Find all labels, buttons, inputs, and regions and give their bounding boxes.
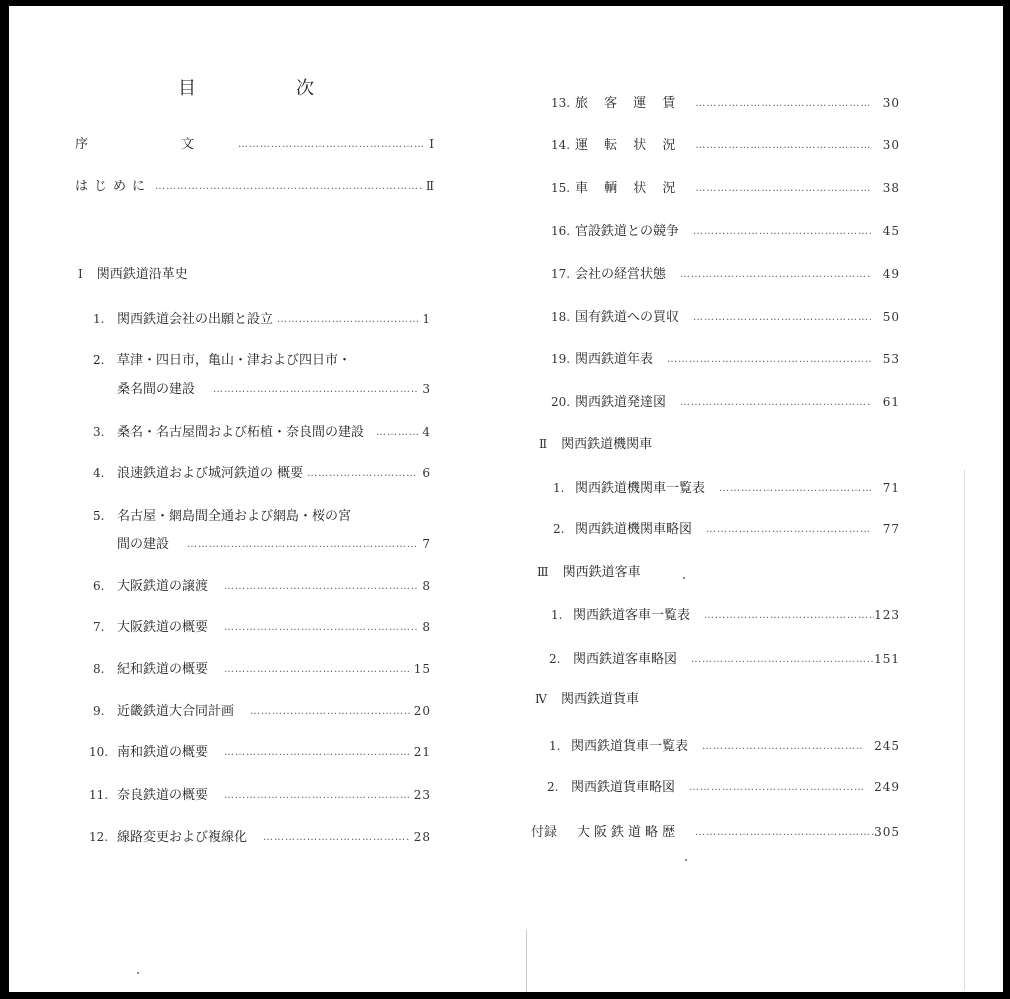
toc-entry-appendix[interactable]: 付録 大阪鉄道略歴 …………………………………………………………………………………………………………………………… 305 [531,822,900,842]
toc-entry[interactable]: 3. 桑名・名古屋間および柘植・奈良間の建設 …………………………………………………………………………………………………………………………… 4 [93,422,431,442]
toc-entry[interactable]: 10. 南和鉄道の概要 …………………………………………………………………………………………………………………………… 21 [89,742,431,762]
toc-entry[interactable]: 1. 関西鉄道機関車一覧表 …………………………………………………………………………………………………………………………… 71 [553,478,900,498]
scan-speck [137,972,139,974]
toc-entry[interactable]: 1. 関西鉄道会社の出願と設立 …………………………………………………………………………………………………………………………… 1 [93,309,431,329]
toc-entry[interactable]: 2. 関西鉄道機関車略図 …………………………………………………………………………………………………………………………… 77 [553,519,900,539]
toc-entry-line2[interactable]: 間の建設 …………………………………………………………………………………………………………………………… 7 [117,534,431,554]
gutter-line [526,930,527,992]
page-edge-line [964,470,965,990]
scan-border-top [0,0,1010,6]
toc-entry[interactable]: 7. 大阪鉄道の概要 …………………………………………………………………………………………………………………………… 8 [93,617,431,637]
toc-entry-line1[interactable]: 2. 草津・四日市，亀山・津および四日市・ [93,353,352,368]
toc-entry[interactable]: 9. 近畿鉄道大合同計画 …………………………………………………………………………………………………………………………… 20 [93,701,431,721]
toc-entry[interactable]: 1. 関西鉄道貨車一覧表 …………………………………………………………………………………………………………………………… 245 [549,736,900,756]
toc-entry[interactable]: 14. 運 転 状 況 …………………………………………………………………………………………………………………………… 30 [551,135,900,155]
scan-border-bottom [0,992,1010,999]
toc-entry[interactable]: 6. 大阪鉄道の譲渡 …………………………………………………………………………………………………………………………… 8 [93,576,431,596]
scan-border-right [1003,0,1010,999]
toc-entry[interactable]: 18. 国有鉄道への買収 …………………………………………………………………………………………………………………………… 50 [551,307,900,327]
section-heading-4[interactable]: Ⅳ 関西鉄道貨車 [535,692,640,707]
toc-entry[interactable]: 2. 関西鉄道客車略図 …………………………………………………………………………………………………………………………… 151 [549,649,900,669]
toc-entry-line2[interactable]: 桑名間の建設 …………………………………………………………………………………………………………………………… 3 [117,379,431,399]
toc-entry[interactable]: 11. 奈良鉄道の概要 …………………………………………………………………………………………………………………………… 23 [89,785,431,805]
toc-entry[interactable]: 16. 官設鉄道との競争 …………………………………………………………………………………………………………………………… 45 [551,221,900,241]
toc-entry[interactable]: 20. 関西鉄道発達図 …………………………………………………………………………………………………………………………… 61 [551,392,900,412]
scan-border-left [0,0,9,999]
toc-entry[interactable]: 19. 関西鉄道年表 …………………………………………………………………………………………………………………………… 53 [551,349,900,369]
toc-title-char-1: 目 [178,78,196,99]
scan-speck [683,577,685,579]
toc-entry[interactable]: 15. 車 輌 状 況 …………………………………………………………………………………………………………………………… 38 [551,178,900,198]
toc-entry[interactable]: 4. 浪速鉄道および城河鉄道の 概要 …………………………………………………………………………………………………………………………… 6 [93,463,431,483]
toc-entry[interactable]: 17. 会社の経営状態 …………………………………………………………………………………………………………………………… 49 [551,264,900,284]
toc-entry[interactable]: 1. 関西鉄道客車一覧表 …………………………………………………………………………………………………………………………… 123 [551,605,900,625]
section-heading-2[interactable]: Ⅱ 関西鉄道機関車 [539,437,653,452]
toc-entry[interactable]: 12. 線路変更および複線化 …………………………………………………………………………………………………………………………… 28 [89,827,431,847]
section-heading-1[interactable]: Ⅰ 関西鉄道沿革史 [78,267,188,282]
toc-title-char-2: 次 [296,78,314,99]
toc-entry[interactable]: 2. 関西鉄道貨車略図 …………………………………………………………………………………………………………………………… 249 [547,777,900,797]
toc-entry[interactable]: 8. 紀和鉄道の概要 …………………………………………………………………………………………………………………………… 15 [93,659,431,679]
toc-entry-line1[interactable]: 5. 名古屋・網島間全通および網島・桜の宮 [93,509,352,524]
toc-entry-preface[interactable]: 序 文 …………………………………………………………………………………………………………………………… Ⅰ [75,134,435,154]
toc-entry-intro[interactable]: はじめに …………………………………………………………………………………………………………………………… Ⅱ [75,176,435,196]
toc-entry[interactable]: 13. 旅 客 運 賃 …………………………………………………………………………………………………………………………… 30 [551,93,900,113]
section-heading-3[interactable]: Ⅲ 関西鉄道客車 [537,565,641,580]
scan-speck [685,859,687,861]
